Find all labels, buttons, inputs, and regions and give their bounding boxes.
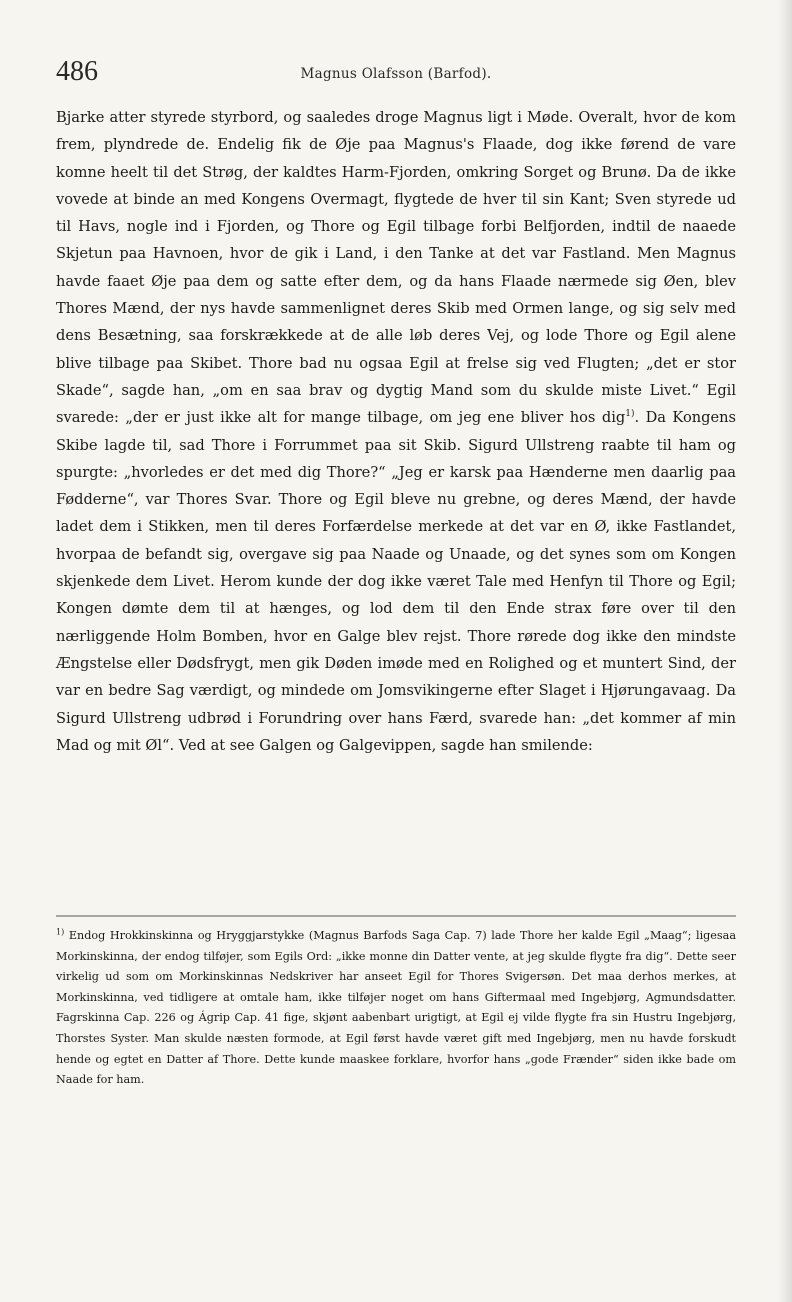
page-number: 486 xyxy=(56,56,98,87)
footnote xyxy=(56,926,736,1091)
body-paragraph xyxy=(56,104,736,759)
footnote-paragraph xyxy=(56,926,736,1091)
footnote-reference[interactable]: 1) xyxy=(625,409,635,420)
body-text-part-2: . Da Kongens Skibe lagde til, sad Thore i Forrummet paa sit Skib. Sigurd Ullstreng raabte til ham og spurgte: „hvorledes er det med dig Thore?“ „Jeg er karsk paa Hænderne men daarlig paa Fødderne“, var Thores Svar. Thore og Egil bleve nu grebne, og deres Mænd, der havde ladet dem i Stikken, men til deres Forfærdelse merkede at det var en Ø, ikke Fastlandet, hvorpaa de befandt sig, overgave sig paa Naade og Unaade, og det synes som om Kongen skjenkede dem Livet. Herom kunde der dog ikke været Tale med Henfyn til Thore og Egil; Kongen dømte dem til at hænges, og lod dem til den Ende strax føre over til den nærliggende Holm Bomben, hvor en Galge blev rejst. Thore rørede dog ikke den mindste Ængstelse eller Dødsfrygt, men gik Døden imøde med en Rolighed og et muntert Sind, der var en bedre Sag værdigt, og mindede om Jomsvikingerne efter Slaget i Hjørungavaag. Da Sigurd Ullstreng udbrød i Forundring over hans Færd, svarede han: „det kommer af min Mad og mit Øl“. Ved at see Galgen og Galgevippen, sagde han smilende: xyxy=(56,409,736,754)
page-edge-shadow xyxy=(778,0,792,1302)
body-text-part-1: Bjarke atter styrede styrbord, og saaledes droge Magnus ligt i Møde. Overalt, hvor de kom frem, plyndrede de. Endelig fik de Øje paa Magnus's Flaade, dog ikke førend de vare komne heelt til det Strøg, der kaldtes Harm-Fjorden, omkring Sorget og Brunø. Da de ikke vovede at binde an med Kongens Overmagt, flygtede de hver til sin Kant; Sven styrede ud til Havs, nogle ind i Fjorden, og Thore og Egil tilbage forbi Belfjorden, indtil de naaede Skjetun paa Havnoen, hvor de gik i Land, i den Tanke at det var Fastland. Men Magnus havde faaet Øje paa dem og satte efter dem, og da hans Flaade nærmede sig Øen, blev Thores Mænd, der nys havde sammenlignet deres Skib med Ormen lange, og sig selv med dens Besætning, saa forskrækkede at de alle løb deres Vej, og lode Thore og Egil alene blive tilbage paa Skibet. Thore bad nu ogsaa Egil at frelse sig ved Flugten; „det er stor Skade“, sagde han, „om en saa brav og dygtig Mand som du skulde miste Livet.“ Egil svarede: „der er just ikke alt for mange tilbage, om jeg ene bliver hos dig xyxy=(56,109,736,427)
footnote-rule xyxy=(56,915,736,917)
body-text xyxy=(56,104,736,759)
footnote-marker: 1) xyxy=(56,927,65,937)
running-head: Magnus Olafsson (Barfod). xyxy=(300,66,492,82)
footnote-text: Endog Hrokkinskinna og Hryggjarstykke (Magnus Barfods Saga Cap. 7) lade Thore her kalde Egil „Maag“; ligesaa Morkinskinna, der endog tilføjer, som Egils Ord: „ikke monne din Datter vente, at jeg skulde flygte fra dig“. Dette seer virkelig ud som om Morkinskinnas Nedskriver har anseet Egil for Thores Svigersøn. Det maa derhos merkes, at Morkinskinna, ved tidligere at omtale ham, ikke tilføjer noget om hans Giftermaal med Ingebjørg, Agmundsdatter. Fagrskinna Cap. 226 og Ágrip Cap. 41 fige, skjønt aabenbart urigtigt, at Egil ej vilde flygte fra sin Hustru Ingebjørg, Thorstes Syster. Man skulde næsten formode, at Egil først havde været gift med Ingebjørg, men nu havde forskudt hende og egtet en Datter af Thore. Dette kunde maaskee forklare, hvorfor hans „gode Frænder“ siden ikke bade om Naade for ham. xyxy=(56,929,737,1087)
